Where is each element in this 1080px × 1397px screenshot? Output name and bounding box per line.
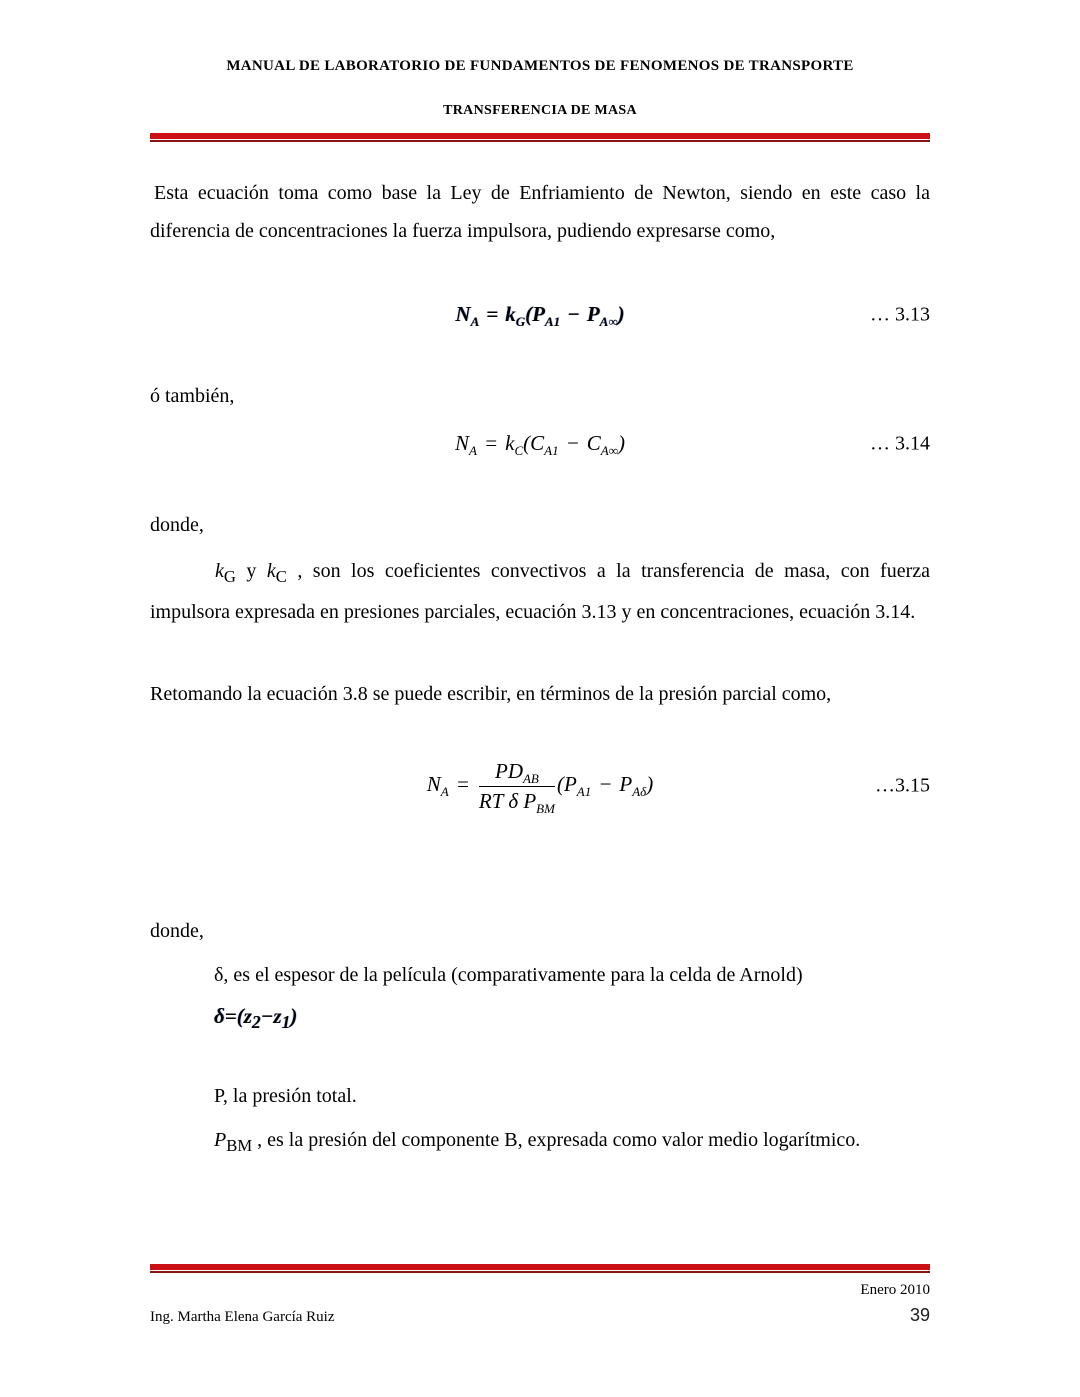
eq315-num-P: P (494, 758, 508, 783)
o-tambien-text: ó también, (150, 385, 235, 407)
equation-3-13-number: … 3.13 (870, 303, 930, 325)
delta-z1: z (273, 1003, 282, 1028)
eq314-minus: − (565, 431, 580, 455)
eq313-k-sub: G (515, 314, 526, 330)
delta-z2: z (243, 1003, 252, 1028)
eq315-numerator (479, 759, 555, 787)
coef-k2-sub: C (275, 567, 287, 586)
eq314-close-paren: ) (618, 431, 625, 455)
delta-symbol: δ (214, 1003, 225, 1028)
eq313-open-paren: ( (525, 302, 533, 326)
delta-equals: = (224, 1003, 237, 1028)
intro-paragraph: Esta ecuación toma como base la Ley de Enfriamiento de Newton, siendo en este caso la diferencia de concentraciones la fuerza impulsora, pudiendo expresarse como, (150, 182, 930, 242)
eq313-close-paren: ) (617, 302, 625, 326)
section-title: TRANSFERENCIA DE MASA (443, 103, 637, 118)
delta-open-paren: ( (236, 1003, 244, 1028)
delta-minus: − (260, 1003, 274, 1028)
delta-z2-sub: 2 (251, 1011, 261, 1032)
eq313-k: k (505, 302, 516, 326)
eq313-P2: P (586, 302, 600, 326)
coef-k1: k (215, 560, 224, 582)
donde-text-2: donde, (150, 919, 204, 942)
eq315-N-sub: A (440, 784, 449, 800)
coef-k1-sub: G (223, 567, 236, 586)
eq313-P1-sub: A1 (544, 314, 561, 330)
equation-3-13-row (150, 302, 930, 330)
footer-rule (150, 1264, 930, 1273)
eq313-P1: P (532, 302, 545, 326)
eq313-minus: − (567, 302, 580, 326)
eq315-P2: P (619, 771, 633, 796)
eq314-C1: C (530, 431, 545, 455)
footer-date: Enero 2010 (860, 1282, 930, 1298)
delta-z1-sub: 1 (281, 1011, 291, 1032)
eq315-diffusivity-D: D (507, 758, 523, 783)
eq315-den-P: P (523, 788, 537, 813)
delta-equation (214, 1004, 930, 1033)
equation-3-14-number: … 3.14 (870, 432, 930, 454)
eq314-C1-sub: A1 (544, 443, 559, 459)
eq313-N: N (455, 302, 471, 326)
footer-rule-thick (150, 1264, 930, 1270)
eq314-equals: = (483, 431, 499, 455)
footer-rule-thin (150, 1271, 930, 1273)
header-rule (150, 133, 930, 142)
eq314-k-sub: C (514, 443, 524, 459)
coef-y: y (235, 560, 267, 582)
eq315-minus: − (598, 771, 613, 796)
eq315-open-paren: ( (556, 771, 564, 796)
page-footer (150, 1264, 930, 1326)
donde-text-1: donde, (150, 514, 204, 536)
eq314-C2-sub: A∞ (600, 443, 618, 459)
eq315-P1-sub: A1 (576, 784, 592, 800)
equation-3-14 (454, 431, 625, 459)
eq315-P1: P (563, 771, 577, 796)
coefficients-paragraph (150, 552, 930, 631)
eq315-N: N (426, 771, 441, 796)
equation-3-15-number: …3.15 (875, 774, 930, 797)
eq315-den-delta: δ (503, 788, 524, 813)
eq315-num-D-sub: AB (522, 770, 539, 786)
eq315-close-paren: ) (646, 771, 654, 796)
coef-text: , son los coeficientes convectivos a la transferencia de masa, con fuerza impulsora expresada en presiones parciales, ecuación 3.13 y en concentraciones, ecuación 3.14. (150, 560, 930, 623)
delta-close-paren: ) (290, 1003, 298, 1028)
equation-3-15 (426, 758, 654, 816)
eq313-N-sub: A (470, 314, 480, 330)
pbm-text: , es la presión del componente B, expresada como valor medio logarítmico. (252, 1128, 861, 1151)
footer-row (150, 1305, 930, 1326)
pbm-paragraph (214, 1121, 930, 1162)
equation-3-14-row (150, 431, 930, 459)
eq314-C2: C (586, 431, 601, 455)
eq314-N-sub: A (469, 443, 477, 459)
eq313-equals: = (486, 302, 499, 326)
page-number: 39 (909, 1305, 930, 1325)
coef-k2: k (266, 560, 276, 582)
eq315-denominator (479, 787, 555, 814)
eq315-P2-sub: Aδ (632, 784, 647, 800)
eq315-fraction (479, 759, 555, 814)
pbm-P-sub: BM (226, 1135, 253, 1155)
eq315-den-RT: RT (478, 788, 504, 813)
eq314-N: N (454, 431, 469, 455)
document-title: MANUAL DE LABORATORIO DE FUNDAMENTOS DE FENOMENOS DE TRANSPORTE (226, 58, 854, 74)
equation-3-13 (455, 302, 625, 330)
eq315-den-P-sub: BM (536, 800, 555, 816)
retomando-paragraph: Retomando la ecuación 3.8 se puede escribir, en términos de la presión parcial como, (150, 682, 832, 705)
eq314-open-paren: ( (523, 431, 531, 455)
eq315-equals: = (455, 771, 470, 796)
header-rule-thin (150, 140, 930, 142)
eq313-P2-sub: A∞ (599, 314, 618, 330)
footer-author: Ing. Martha Elena García Ruiz (150, 1309, 335, 1325)
equation-3-15-row (150, 759, 930, 814)
delta-description: δ, es el espesor de la película (comparativamente para la celda de Arnold) (214, 963, 803, 986)
header-rule-thick (150, 133, 930, 139)
page-header (0, 0, 1080, 142)
pressure-total-text: P, la presión total. (214, 1084, 357, 1107)
eq314-k: k (505, 431, 515, 455)
pbm-P: P (214, 1128, 227, 1151)
page-body (150, 174, 930, 1162)
